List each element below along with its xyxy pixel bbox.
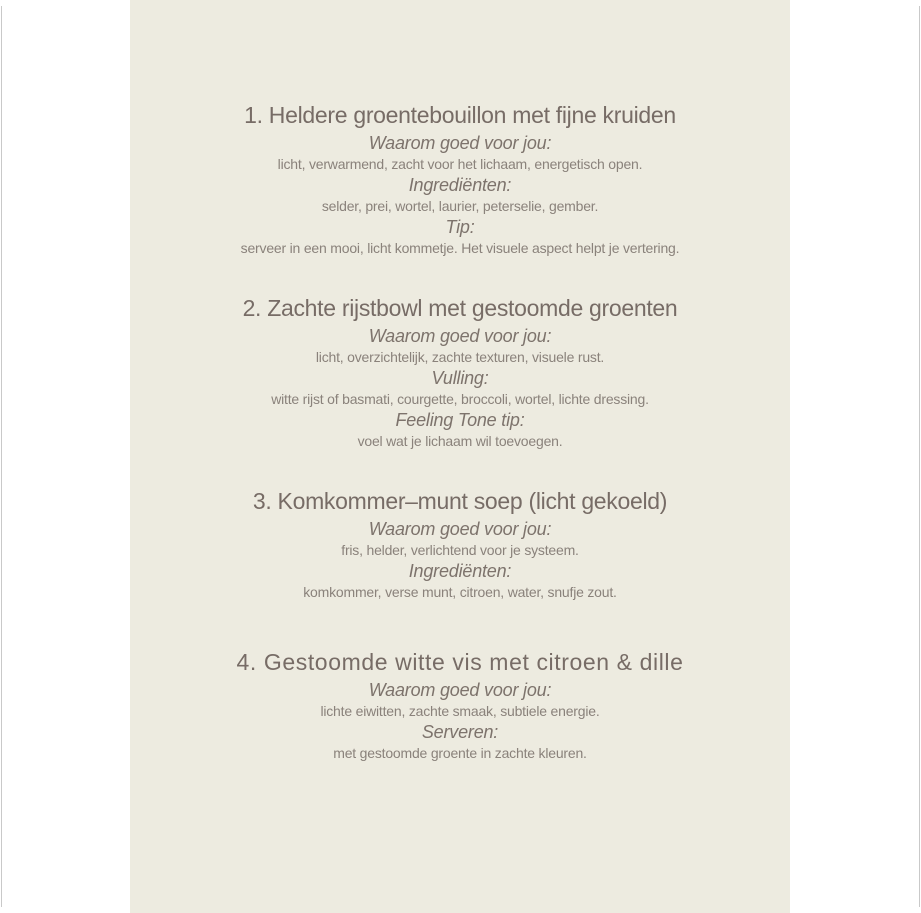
recipe-block: [130, 217, 790, 259]
block-label: Waarom goed voor jou:: [368, 326, 552, 346]
block-text: serveer in een mooi, licht kommetje. Het visuele aspect helpt je vertering.: [240, 240, 680, 256]
block-label: Waarom goed voor jou:: [368, 519, 552, 539]
block-text: komkommer, verse munt, citroen, water, snufje zout.: [303, 584, 617, 600]
block-text: met gestoomde groente in zachte kleuren.: [333, 745, 587, 761]
recipe-block: [130, 133, 790, 175]
section-blocks: [130, 519, 790, 603]
block-label: Feeling Tone tip:: [395, 410, 525, 430]
window-right-border: [919, 6, 920, 907]
recipe-block: [130, 410, 790, 452]
section-blocks: [130, 680, 790, 764]
block-label: Tip:: [445, 217, 475, 237]
block-text: witte rijst of basmati, courgette, broccoli, wortel, lichte dressing.: [271, 391, 649, 407]
recipe-block: [130, 722, 790, 764]
block-text: licht, verwarmend, zacht voor het lichaam, energetisch open.: [277, 156, 643, 172]
document-page: [130, 0, 790, 913]
block-label: Waarom goed voor jou:: [368, 680, 552, 700]
block-text: selder, prei, wortel, laurier, peterselie, gember.: [321, 198, 599, 214]
section-title: 2. Zachte rijstbowl met gestoomde groenten: [242, 295, 678, 321]
recipe-section: [130, 100, 790, 259]
section-title: 4. Gestoomde witte vis met citroen & dille: [236, 649, 684, 675]
recipe-block: [130, 519, 790, 561]
section-title: 1. Heldere groentebouillon met fijne kruiden: [244, 102, 676, 128]
block-label: Vulling:: [431, 368, 489, 388]
recipe-block: [130, 368, 790, 410]
recipe-block: [130, 175, 790, 217]
block-label: Ingrediënten:: [408, 561, 512, 581]
recipe-section: [130, 293, 790, 452]
block-text: fris, helder, verlichtend voor je systeem.: [341, 542, 579, 558]
section-blocks: [130, 133, 790, 259]
recipe-section: [130, 486, 790, 603]
block-text: licht, overzichtelijk, zachte texturen, visuele rust.: [315, 349, 605, 365]
recipe-section: [130, 647, 790, 764]
window-left-border: [1, 6, 2, 907]
block-label: Serveren:: [421, 722, 499, 742]
recipe-block: [130, 680, 790, 722]
block-text: lichte eiwitten, zachte smaak, subtiele energie.: [320, 703, 600, 719]
block-label: Waarom goed voor jou:: [368, 133, 552, 153]
recipe-block: [130, 326, 790, 368]
block-label: Ingrediënten:: [408, 175, 512, 195]
section-blocks: [130, 326, 790, 452]
section-title: 3. Komkommer–munt soep (licht gekoeld): [252, 488, 668, 514]
block-text: voel wat je lichaam wil toevoegen.: [357, 433, 563, 449]
menu-content: [130, 0, 790, 764]
recipe-block: [130, 561, 790, 603]
